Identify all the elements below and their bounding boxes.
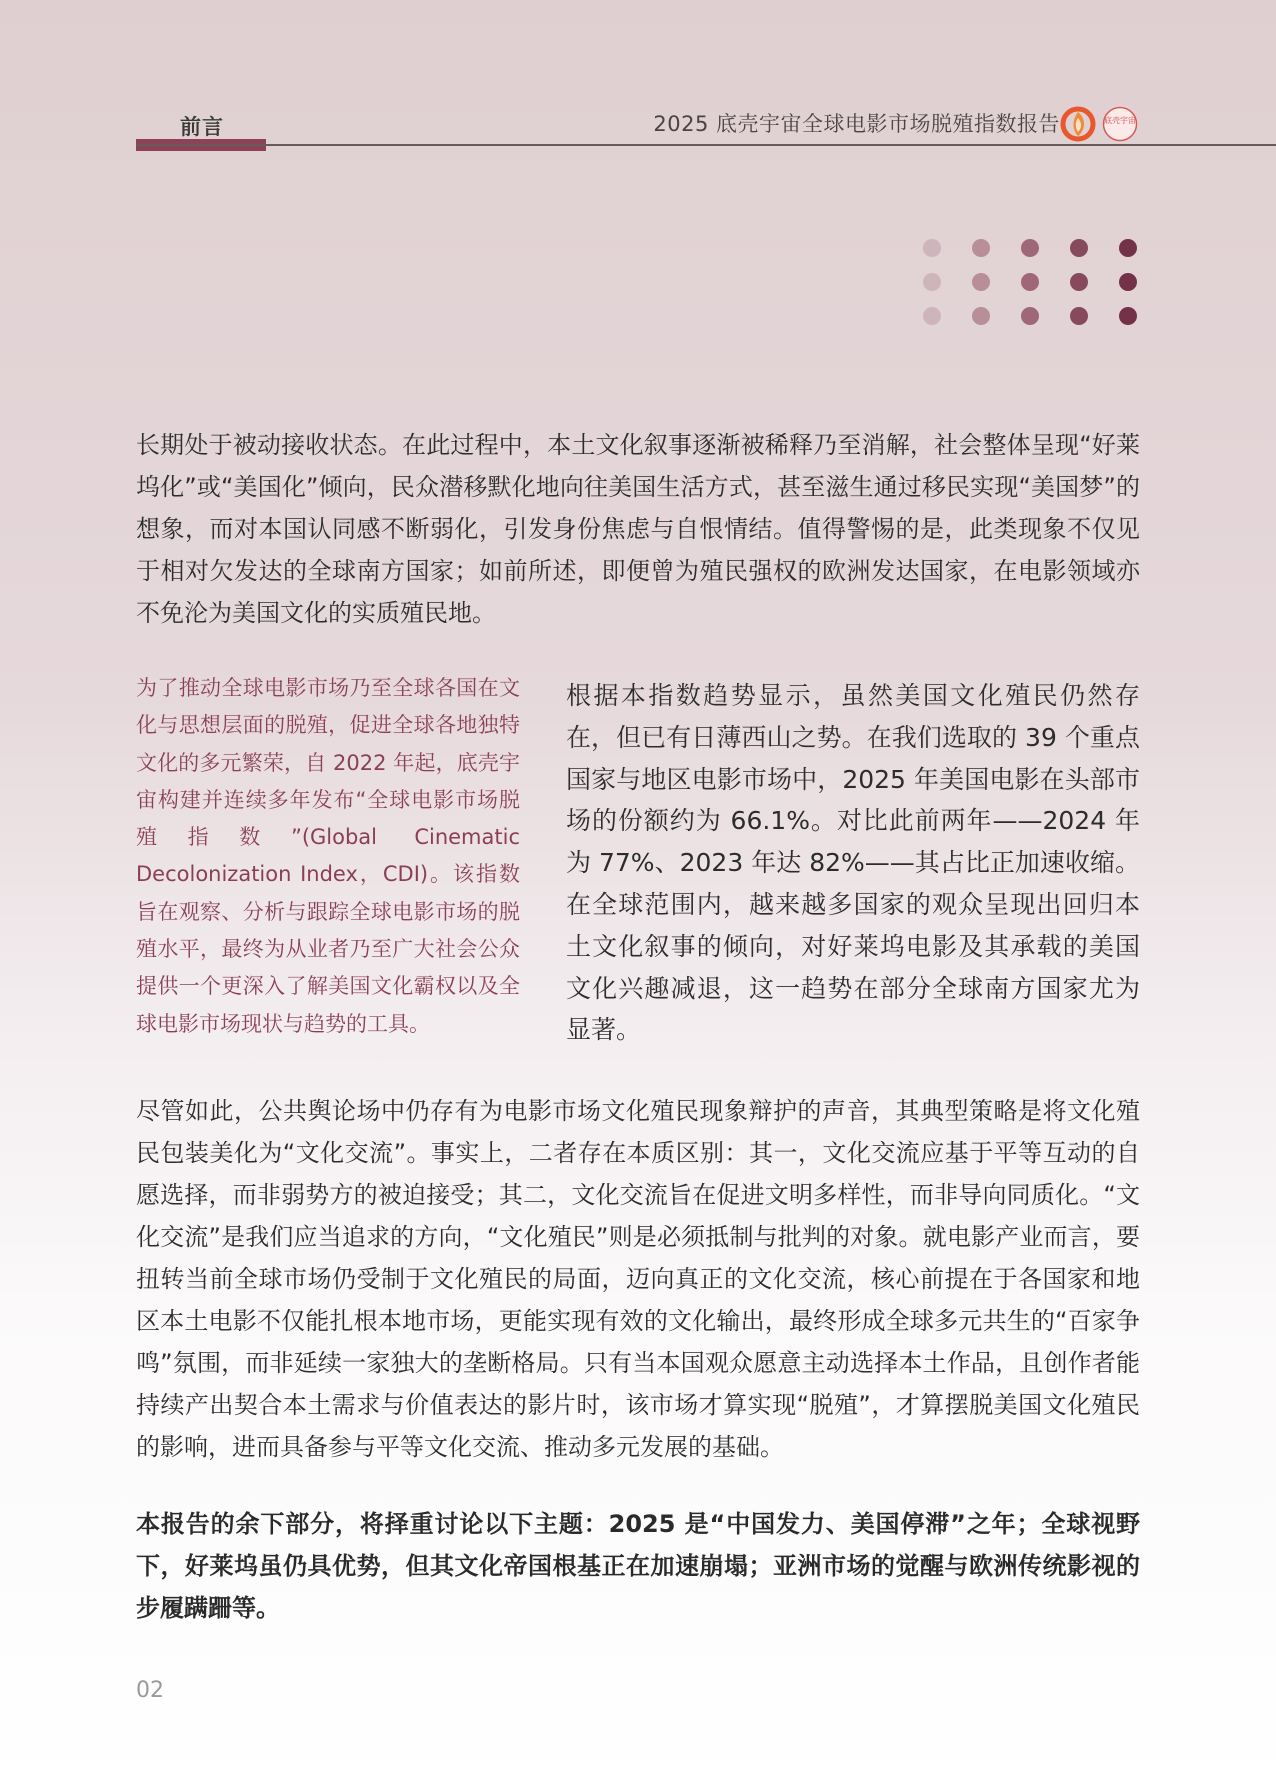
decorative-dot <box>923 273 941 291</box>
decorative-dot <box>1021 307 1039 325</box>
decorative-dot <box>1021 273 1039 291</box>
section-label: 前言 <box>180 115 224 139</box>
seal-text-top: 底壳宇宙 <box>1104 116 1136 125</box>
body-right-column: 根据本指数趋势显示，虽然美国文化殖民仍然存在，但已有日薄西山之势。在我们选取的 39 个重点国家与地区电影市场中，2025 年美国电影在头部市场的份额约为 66.1%。对比此前两年——2024 年为 77%、2023 年达 82%——其占比正加速收缩。在全球范围内，越来越多国家的观众呈现出回归本土文化叙事的倾向，对好莱坞电影及其承载的美国文化兴趣减退，这一趋势在部分全球南方国家尤为显著。 <box>566 681 1140 1045</box>
seal-stamp-icon <box>1102 106 1138 142</box>
decorative-dot <box>1021 239 1039 257</box>
decorative-dot <box>972 239 990 257</box>
sidebar-note: 为了推动全球电影市场乃至全球各国在文化与思想层面的脱殖，促进全球各地独特文化的多元繁荣，自 2022 年起，底壳宇宙构建并连续多年发布“全球电影市场脱殖指数”(Global Cinematic Decolonization Index，CDI)。该指数旨在观察、分析与跟踪全球电影市场的脱殖水平，最终为从业者乃至广大社会公众提供一个更深入了解美国文化霸权以及全球电影市场现状与趋势的工具。 <box>136 676 520 1036</box>
report-title: 2025 底壳宇宙全球电影市场脱殖指数报告 <box>653 112 1060 136</box>
decorative-dot <box>1119 273 1137 291</box>
decorative-dot <box>1070 307 1088 325</box>
body-paragraph-2: 尽管如此，公共舆论场中仍存有为电影市场文化殖民现象辩护的声音，其典型策略是将文化殖民包装美化为“文化交流”。事实上，二者存在本质区别：其一，文化交流应基于平等互动的自愿选择，而非弱势方的被迫接受；其二，文化交流旨在促进文明多样性，而非导向同质化。“文化交流”是我们应当追求的方向，“文化殖民”则是必须抵制与批判的对象。就电影产业而言，要扭转当前全球市场仍受制于文化殖民的局面，迈向真正的文化交流，核心前提在于各国家和地区本土电影不仅能扎根本地市场，更能实现有效的文化输出，最终形成全球多元共生的“百家争鸣”氛围，而非延续一家独大的垄断格局。只有当本国观众愿意主动选择本土作品，且创作者能持续产出契合本土需求与价值表达的影片时，该市场才算实现“脱殖”，才算摆脱美国文化殖民的影响，进而具备参与平等文化交流、推动多元发展的基础。 <box>136 1097 1140 1461</box>
decorative-dot <box>972 273 990 291</box>
decorative-dot <box>1070 273 1088 291</box>
decorative-dot <box>1119 239 1137 257</box>
body-paragraph-1: 长期处于被动接收状态。在此过程中，本土文化叙事逐渐被稀释乃至消解，社会整体呈现“好莱坞化”或“美国化”倾向，民众潜移默化地向往美国生活方式，甚至滋生通过移民实现“美国梦”的想象，而对本国认同感不断弱化，引发身份焦虑与自恨情结。值得警惕的是，此类现象不仅见于相对欠发达的全球南方国家；如前所述，即便曾为殖民强权的欧洲发达国家，在电影领域亦不免沦为美国文化的实质殖民地。 <box>136 431 1140 627</box>
decorative-dot <box>1119 307 1137 325</box>
decorative-dot <box>1070 239 1088 257</box>
header-divider <box>136 144 1276 146</box>
decorative-dot <box>923 239 941 257</box>
body-paragraph-summary: 本报告的余下部分，将择重讨论以下主题：2025 是“中国发力、美国停滞”之年；全球视野下，好莱坞虽仍具优势，但其文化帝国根基正在加速崩塌；亚洲市场的觉醒与欧洲传统影视的步履蹒跚等。 <box>136 1510 1140 1622</box>
decorative-dot <box>972 307 990 325</box>
dot-grid-decoration <box>918 236 1158 336</box>
flame-logo-icon <box>1060 106 1096 142</box>
decorative-dot <box>923 307 941 325</box>
page-number: 02 <box>136 1678 164 1703</box>
